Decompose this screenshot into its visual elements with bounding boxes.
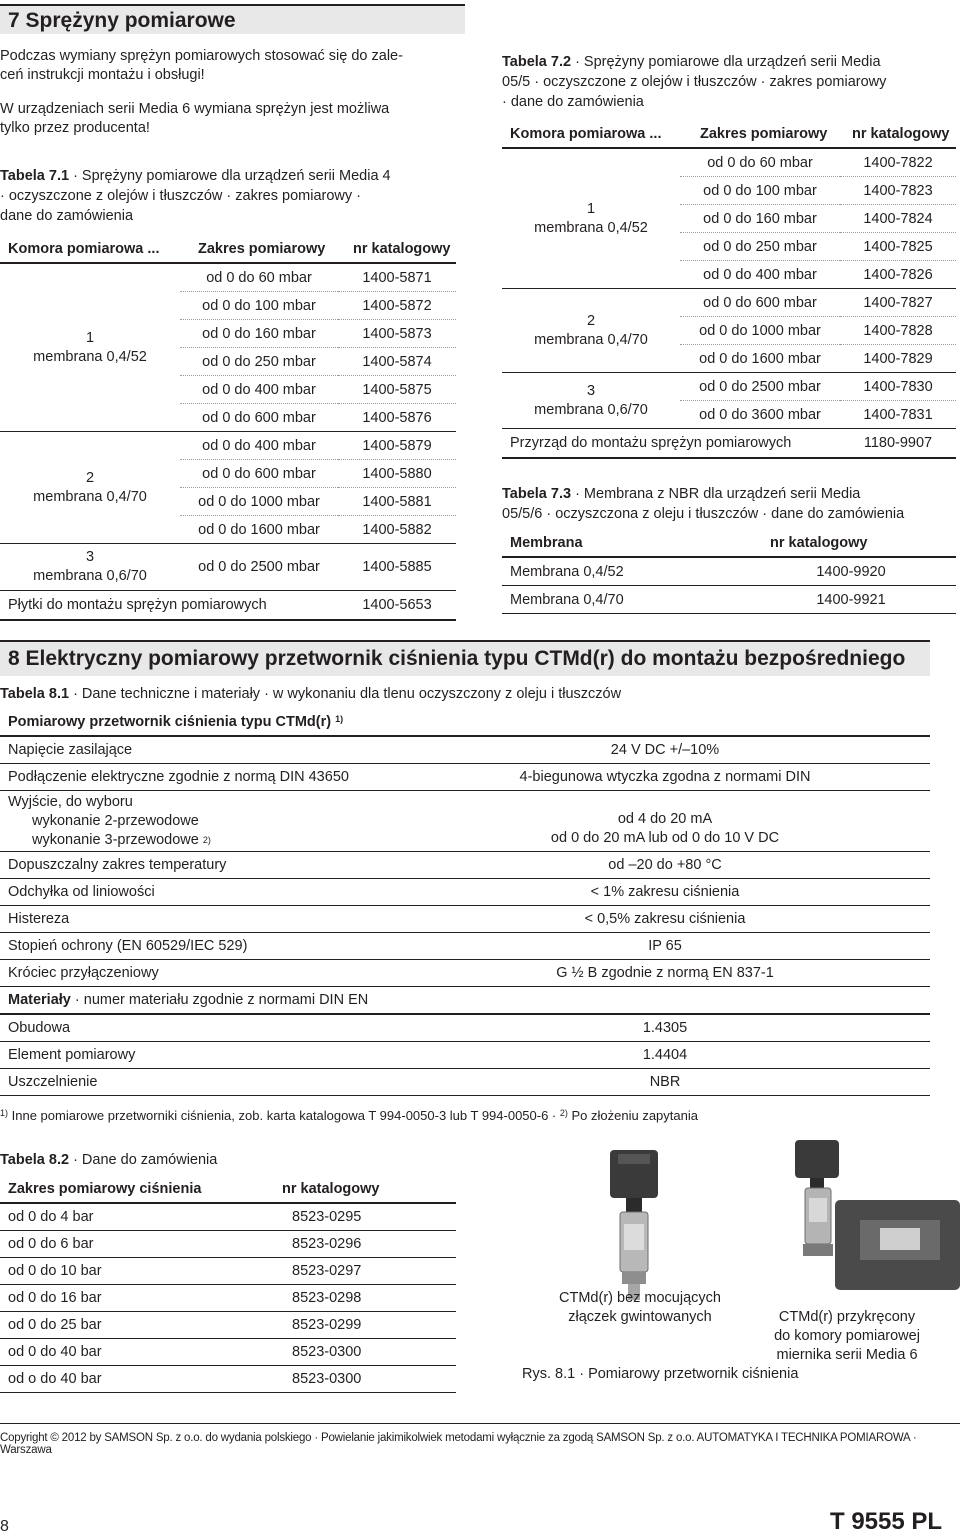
table-row: [0, 791, 930, 852]
section-7-title: 7 Sprężyny pomiarowe: [0, 4, 465, 34]
table-row: [0, 1014, 930, 1042]
range-cell: od 0 do 1000 mbar: [180, 488, 338, 516]
table-row: [0, 1069, 930, 1096]
caption-text: · Sprężyny pomiarowe dla urządzeń serii Media: [571, 54, 881, 70]
footer-label: Przyrząd do montażu sprężyn pomiarowych: [502, 429, 840, 459]
catalog-cell: 1400-5880: [338, 460, 456, 488]
range-cell: od 0 do 600 mbar: [180, 460, 338, 488]
range-cell: od 0 do 1600 mbar: [180, 516, 338, 544]
footnote-marker: 2): [559, 1108, 568, 1118]
note-line: W urządzeniach serii Media 6 wymiana sprężyn jest możliwa: [0, 101, 390, 117]
range-cell: od 0 do 100 mbar: [180, 292, 338, 320]
caption-text: · dane do zamówienia: [502, 94, 644, 110]
range-cell: od 0 do 4 bar: [0, 1203, 270, 1231]
table-row: [0, 544, 456, 591]
chamber-number: 3: [586, 382, 596, 399]
param-label: [0, 791, 400, 852]
intro-paragraph: [0, 47, 470, 85]
table-7-3-caption: [502, 484, 957, 524]
caption-text: · Dane techniczne i materiały · w wykonaniu dla tlenu oczyszczony z oleju i tłuszczów: [69, 686, 622, 702]
param-label: Króciec przyłączeniowy: [0, 960, 400, 987]
chamber-cell: [0, 544, 180, 591]
table-8-1-footnotes: [0, 1108, 940, 1123]
table-8-2: [0, 1176, 456, 1393]
table-header: nr katalogowy: [270, 1176, 456, 1203]
catalog-cell: 1400-7827: [840, 289, 956, 317]
table-row: [0, 764, 930, 791]
output-label: Wyjście, do wyboru: [8, 793, 133, 810]
chamber-label: membrana 0,4/70: [33, 488, 147, 505]
range-cell: od 0 do 60 mbar: [680, 148, 840, 177]
range-cell: od 0 do 40 bar: [0, 1339, 270, 1366]
table-8-1-caption: [0, 684, 940, 704]
table-row: [0, 1231, 456, 1258]
catalog-cell: 1400-7822: [840, 148, 956, 177]
chamber-label: membrana 0,6/70: [33, 568, 147, 584]
catalog-cell: 1400-5881: [338, 488, 456, 516]
footnote-ref: 1): [335, 714, 344, 724]
catalog-cell: 1400-5874: [338, 348, 456, 376]
param-value: < 1% zakresu ciśnienia: [400, 879, 930, 906]
catalog-cell: 1400-5882: [338, 516, 456, 544]
table-row: [0, 1339, 456, 1366]
table-row: [0, 1258, 456, 1285]
table-row: [0, 879, 930, 906]
catalog-cell: 1400-9920: [746, 557, 956, 586]
param-label: Element pomiarowy: [0, 1042, 400, 1069]
param-label: Napięcie zasilające: [0, 736, 400, 764]
param-value: [400, 791, 930, 852]
range-cell: od 0 do 1600 mbar: [680, 345, 840, 373]
param-value: 24 V DC +/–10%: [400, 736, 930, 764]
catalog-cell: 1400-5876: [338, 404, 456, 432]
caption-text: · Membrana z NBR dla urządzeń serii Media: [571, 486, 861, 502]
table-header: Zakres pomiarowy: [180, 236, 338, 263]
catalog-cell: 1400-5879: [338, 432, 456, 460]
range-cell: od 0 do 100 mbar: [680, 177, 840, 205]
table-row: [0, 1366, 456, 1393]
intro-line: Podczas wymiany sprężyn pomiarowych stosować się do zale-: [0, 48, 403, 64]
caption-bold: Tabela 8.2: [0, 1152, 70, 1168]
chamber-label: membrana 0,4/70: [534, 331, 648, 348]
caption-bold: Tabela 7.1: [0, 168, 70, 184]
caption-text: dane do zamówienia: [0, 208, 134, 224]
range-cell: od 0 do 600 mbar: [180, 404, 338, 432]
param-value: < 0,5% zakresu ciśnienia: [400, 906, 930, 933]
param-value: 1.4404: [400, 1042, 930, 1069]
table-row: [0, 1203, 456, 1231]
table-header: Zakres pomiarowy: [680, 121, 840, 148]
photo-caption-left: [540, 1289, 740, 1327]
footer-label: Płytki do montażu sprężyn pomiarowych: [0, 591, 338, 621]
table-footer-row: [502, 429, 956, 459]
catalog-cell: 1400-7829: [840, 345, 956, 373]
catalog-cell: 8523-0295: [270, 1203, 456, 1231]
range-cell: od 0 do 400 mbar: [680, 261, 840, 289]
chamber-cell: [502, 373, 680, 429]
catalog-cell: 1400-7830: [840, 373, 956, 401]
catalog-cell: 1400-5885: [338, 544, 456, 591]
photo-caption-right: [742, 1308, 952, 1365]
table-row: [0, 263, 456, 292]
table-row: [0, 960, 930, 987]
table-7-1: [0, 236, 456, 621]
range-cell: od 0 do 2500 mbar: [680, 373, 840, 401]
chamber-number: 2: [586, 312, 596, 329]
table-header: [0, 709, 930, 736]
membrane-cell: Membrana 0,4/70: [502, 586, 746, 614]
table-footer-row: [0, 591, 456, 621]
note-paragraph: [0, 100, 470, 138]
catalog-cell: 8523-0297: [270, 1258, 456, 1285]
param-label: Uszczelnienie: [0, 1069, 400, 1096]
output-option: wykonanie 2-przewodowe: [32, 812, 199, 829]
table-header: nr katalogowy: [746, 530, 956, 557]
range-cell: od 0 do 16 bar: [0, 1285, 270, 1312]
copyright-text: Copyright © 2012 by SAMSON Sp. z o.o. do wydania polskiego · Powielanie jakimikolwiek metodami wyłącznie za zgodą SAMSON Sp. z o.o. AUTOMATYKA I TECHNIKA POMIAROWA · Warszawa: [0, 1432, 917, 1456]
materials-text: · numer materiału zgodnie z normami DIN EN: [70, 992, 369, 1008]
transmitter-photos: [560, 1140, 960, 1310]
caption-bold: Tabela 7.2: [502, 54, 572, 70]
transmitter-standalone-image: [610, 1150, 658, 1300]
table-row: [0, 1042, 930, 1069]
param-value: 4-biegunowa wtyczka zgodna z normami DIN: [400, 764, 930, 791]
table-row: [502, 373, 956, 401]
caption-text: · Sprężyny pomiarowe dla urządzeń serii Media 4: [69, 168, 391, 184]
table-header: Komora pomiarowa ...: [502, 121, 680, 148]
range-cell: od 0 do 60 mbar: [180, 263, 338, 292]
page-number: 8: [0, 1518, 9, 1535]
range-cell: od 0 do 400 mbar: [180, 432, 338, 460]
table-header: Zakres pomiarowy ciśnienia: [0, 1176, 270, 1203]
param-value: od –20 do +80 °C: [400, 852, 930, 879]
range-cell: od 0 do 160 mbar: [180, 320, 338, 348]
param-label: Odchyłka od liniowości: [0, 879, 400, 906]
range-cell: od 0 do 3600 mbar: [680, 401, 840, 429]
catalog-cell: 1400-5872: [338, 292, 456, 320]
section-8-title: 8 Elektryczny pomiarowy przetwornik ciśnienia typu CTMd(r) do montażu bezpośredniego: [0, 640, 930, 676]
output-option-text: wykonanie 3-przewodowe: [32, 831, 199, 848]
param-value: IP 65: [400, 933, 930, 960]
table-row: [0, 933, 930, 960]
table-row: [0, 736, 930, 764]
chamber-cell: [502, 148, 680, 289]
caption-bold: Tabela 8.1: [0, 686, 70, 702]
caption-text: · Dane do zamówienia: [69, 1152, 218, 1168]
catalog-cell: 1400-7826: [840, 261, 956, 289]
note-line: tylko przez producenta!: [0, 120, 150, 136]
caption-line: miernika serii Media 6: [776, 1347, 918, 1363]
caption-text: 05/5 · oczyszczone z olejów i tłuszczów · zakres pomiarowy: [502, 74, 887, 90]
table-row: [502, 557, 956, 586]
output-value: od 0 do 20 mA lub od 0 do 10 V DC: [550, 830, 780, 846]
table-header: Komora pomiarowa ...: [0, 236, 180, 263]
catalog-cell: 1400-7825: [840, 233, 956, 261]
caption-line: do komory pomiarowej: [774, 1328, 920, 1344]
footnote-text: Inne pomiarowe przetworniki ciśnienia, zob. karta katalogowa T 994-0050-3 lub T 994-0050-6 ·: [8, 1108, 560, 1123]
range-cell: od 0 do 250 mbar: [680, 233, 840, 261]
caption-text: · oczyszczone z olejów i tłuszczów · zakres pomiarowy ·: [0, 188, 361, 204]
range-cell: od 0 do 160 mbar: [680, 205, 840, 233]
catalog-cell: 1400-5875: [338, 376, 456, 404]
table-7-3: [502, 530, 956, 614]
catalog-cell: 1400-7831: [840, 401, 956, 429]
table-header: Membrana: [502, 530, 746, 557]
param-label: Podłączenie elektryczne zgodnie z normą DIN 43650: [0, 764, 400, 791]
range-cell: od 0 do 1000 mbar: [680, 317, 840, 345]
catalog-cell: 1400-5873: [338, 320, 456, 348]
catalog-cell: 8523-0300: [270, 1339, 456, 1366]
table-row: [502, 289, 956, 317]
catalog-cell: 1400-7823: [840, 177, 956, 205]
catalog-cell: 1400-5871: [338, 263, 456, 292]
table-row: [0, 852, 930, 879]
chamber-cell: [0, 432, 180, 544]
param-label: Obudowa: [0, 1014, 400, 1042]
table-header: nr katalogowy: [840, 121, 956, 148]
range-cell: od 0 do 2500 mbar: [180, 544, 338, 591]
chamber-number: 3: [85, 549, 95, 565]
table-row: [0, 432, 456, 460]
footer-catalog: 1180-9907: [840, 429, 956, 459]
chamber-number: 1: [85, 329, 95, 346]
output-value: od 4 do 20 mA: [617, 811, 713, 827]
caption-text: 05/5/6 · oczyszczona z oleju i tłuszczów · dane do zamówienia: [502, 506, 905, 522]
range-cell: od 0 do 400 mbar: [180, 376, 338, 404]
caption-bold: Tabela 7.3: [502, 486, 572, 502]
figure-caption: Rys. 8.1 · Pomiarowy przetwornik ciśnienia: [522, 1366, 799, 1382]
materials-bold: Materiały: [8, 992, 71, 1008]
table-7-2: [502, 121, 956, 459]
param-label: Histereza: [0, 906, 400, 933]
intro-line: ceń instrukcji montażu i obsługi!: [0, 67, 205, 83]
chamber-number: 1: [586, 200, 596, 217]
table-8-2-caption: [0, 1150, 440, 1170]
chamber-label: membrana 0,6/70: [534, 401, 648, 418]
table-7-1-caption: [0, 166, 470, 226]
chamber-cell: [502, 289, 680, 373]
caption-line: CTMd(r) przykręcony: [778, 1309, 916, 1325]
footer-divider: [0, 1423, 960, 1424]
table-header-row: [0, 709, 930, 736]
param-value: NBR: [400, 1069, 930, 1096]
param-label: Stopień ochrony (EN 60529/IEC 529): [0, 933, 400, 960]
chamber-label: membrana 0,4/52: [33, 348, 147, 365]
catalog-cell: 8523-0298: [270, 1285, 456, 1312]
table-header: nr katalogowy: [338, 236, 456, 263]
caption-line: złączek gwintowanych: [568, 1309, 712, 1325]
transmitter-mounted-image: [795, 1140, 960, 1290]
footer-catalog: 1400-5653: [338, 591, 456, 621]
range-cell: od 0 do 600 mbar: [680, 289, 840, 317]
table-row: [0, 1285, 456, 1312]
caption-line: CTMd(r) bez mocujących: [559, 1290, 721, 1306]
footnote-text: Po złożeniu zapytania: [567, 1108, 698, 1123]
output-option: [8, 831, 400, 850]
catalog-cell: 1400-9921: [746, 586, 956, 614]
table-row: [502, 586, 956, 614]
param-label: Dopuszczalny zakres temperatury: [0, 852, 400, 879]
range-cell: od o do 40 bar: [0, 1366, 270, 1393]
catalog-cell: 8523-0299: [270, 1312, 456, 1339]
materials-row: [0, 987, 930, 1015]
header-text: Pomiarowy przetwornik ciśnienia typu CTMd(r): [8, 714, 332, 730]
table-row: [502, 148, 956, 177]
catalog-cell: 1400-7824: [840, 205, 956, 233]
catalog-cell: 1400-7828: [840, 317, 956, 345]
table-8-1: [0, 709, 930, 1096]
param-value: G ½ B zgodnie z normą EN 837-1: [400, 960, 930, 987]
materials-header: [0, 987, 930, 1015]
table-7-2-caption: [502, 52, 957, 112]
range-cell: od 0 do 250 mbar: [180, 348, 338, 376]
table-row: [0, 1312, 456, 1339]
range-cell: od 0 do 10 bar: [0, 1258, 270, 1285]
footnote-marker: 1): [0, 1108, 9, 1118]
chamber-label: membrana 0,4/52: [534, 219, 648, 236]
range-cell: od 0 do 6 bar: [0, 1231, 270, 1258]
footnote-ref: 2): [202, 834, 211, 845]
chamber-cell: [0, 263, 180, 432]
table-row: [0, 906, 930, 933]
catalog-cell: 8523-0296: [270, 1231, 456, 1258]
membrane-cell: Membrana 0,4/52: [502, 557, 746, 586]
chamber-number: 2: [85, 469, 95, 486]
range-cell: od 0 do 25 bar: [0, 1312, 270, 1339]
param-value: 1.4305: [400, 1014, 930, 1042]
document-number: T 9555 PL: [830, 1508, 943, 1535]
catalog-cell: 8523-0300: [270, 1366, 456, 1393]
